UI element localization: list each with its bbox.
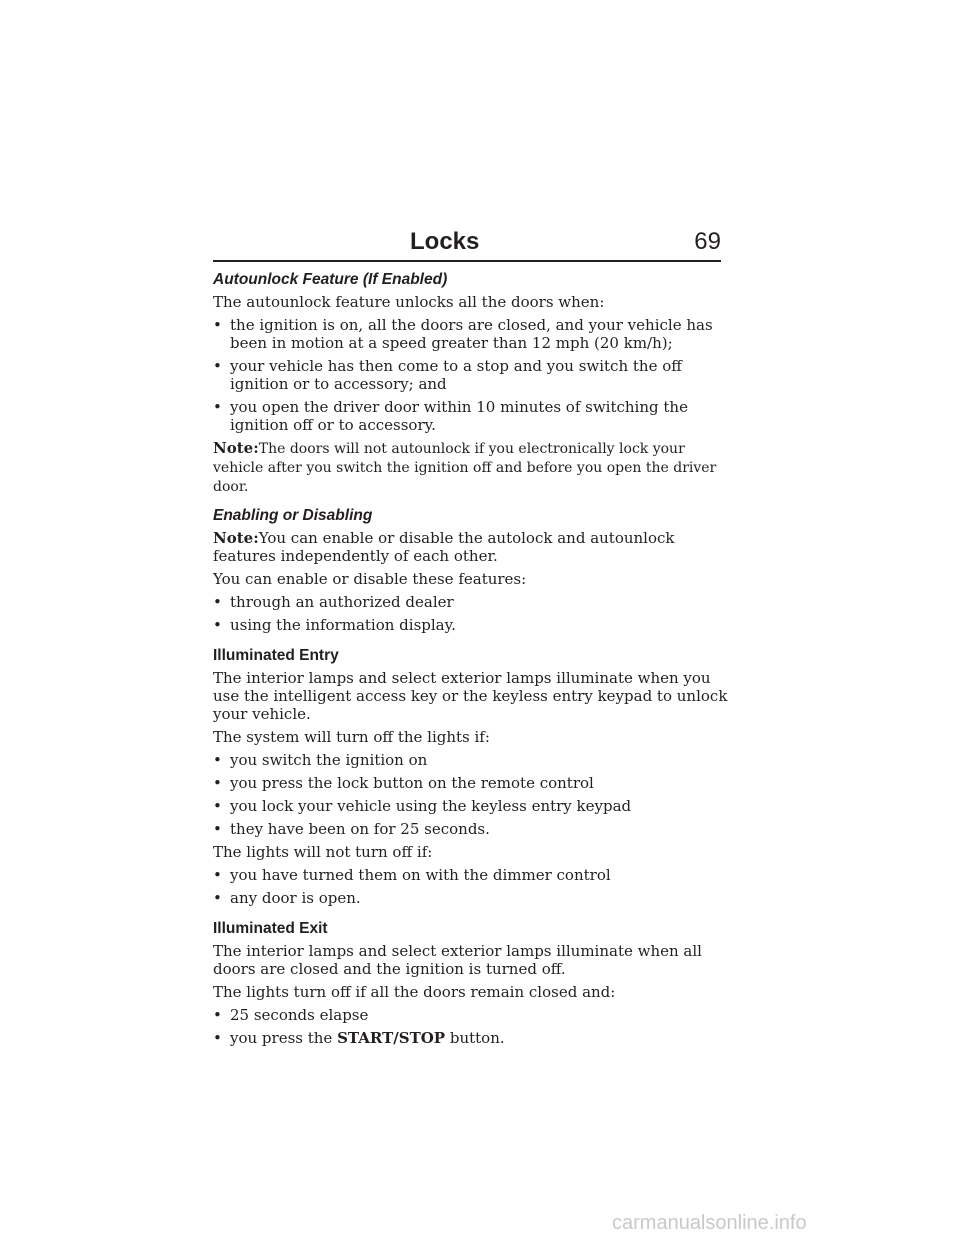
list-item: • you open the driver door within 10 minutes of switching the ignition off or to accessory.: [213, 398, 728, 434]
list-item: • the ignition is on, all the doors are closed, and your vehicle has been in motion at a speed greater than 12 mph (20 km/h);: [213, 316, 728, 352]
list-item: • 25 seconds elapse: [213, 1006, 728, 1024]
list-item: • you have turned them on with the dimmer control: [213, 866, 728, 884]
illuminated-entry-not-off-intro: The lights will not turn off if:: [213, 843, 433, 861]
heading-enabling: Enabling or Disabling: [213, 507, 373, 524]
illuminated-exit-para: The interior lamps and select exterior lamps illuminate when all doors are closed and the ignition is turned off.: [213, 942, 702, 978]
list-item: • you lock your vehicle using the keyless entry keypad: [213, 797, 728, 815]
bullet-text: button.: [445, 1029, 505, 1047]
watermark: carmanualsonline.info: [612, 1212, 807, 1234]
autounlock-intro: The autounlock feature unlocks all the doors when:: [213, 293, 605, 311]
list-item: • you press the lock button on the remote control: [213, 774, 728, 792]
enabling-list: [213, 593, 728, 634]
list-item: • through an authorized dealer: [213, 593, 728, 611]
list-item: • any door is open.: [213, 889, 728, 907]
illuminated-exit-list: [213, 1006, 728, 1047]
list-item: • your vehicle has then come to a stop and you switch the off ignition or to accessory; and: [213, 357, 728, 393]
note-label: Note:: [213, 439, 259, 457]
bullet-text: you press the: [230, 1029, 338, 1047]
section-title: Locks: [410, 228, 480, 255]
enabling-note: [213, 529, 728, 565]
list-item: [213, 1029, 728, 1047]
note-text: You can enable or disable the autolock and autounlock features independently of each other.: [213, 529, 675, 565]
list-item: • you switch the ignition on: [213, 751, 728, 769]
illuminated-entry-para: The interior lamps and select exterior lamps illuminate when you use the intelligent access key or the keyless entry keypad to unlock your vehicle.: [213, 669, 728, 723]
illuminated-entry-off-list: [213, 751, 728, 838]
illuminated-exit-intro: The lights turn off if all the doors remain closed and:: [213, 983, 616, 1001]
page-content: [213, 270, 728, 1052]
header-rule: [213, 260, 721, 262]
illuminated-entry-off-intro: The system will turn off the lights if:: [213, 728, 490, 746]
heading-illuminated-entry: Illuminated Entry: [213, 647, 339, 664]
list-item: • they have been on for 25 seconds.: [213, 820, 728, 838]
note-label: Note:: [213, 529, 259, 547]
note-text: The doors will not autounlock if you electronically lock your vehicle after you switch the ignition off and before you open the driver door.: [213, 441, 717, 495]
list-item: • using the information display.: [213, 616, 728, 634]
page-header: [213, 226, 721, 262]
illuminated-entry-not-off-list: [213, 866, 728, 907]
start-stop-label: START/STOP: [337, 1029, 446, 1047]
page-number: 69: [694, 228, 721, 255]
enabling-intro: You can enable or disable these features:: [213, 570, 527, 588]
autounlock-list: [213, 316, 728, 434]
heading-illuminated-exit: Illuminated Exit: [213, 920, 328, 937]
autounlock-note: [213, 439, 728, 496]
heading-autounlock: Autounlock Feature (If Enabled): [213, 271, 448, 288]
